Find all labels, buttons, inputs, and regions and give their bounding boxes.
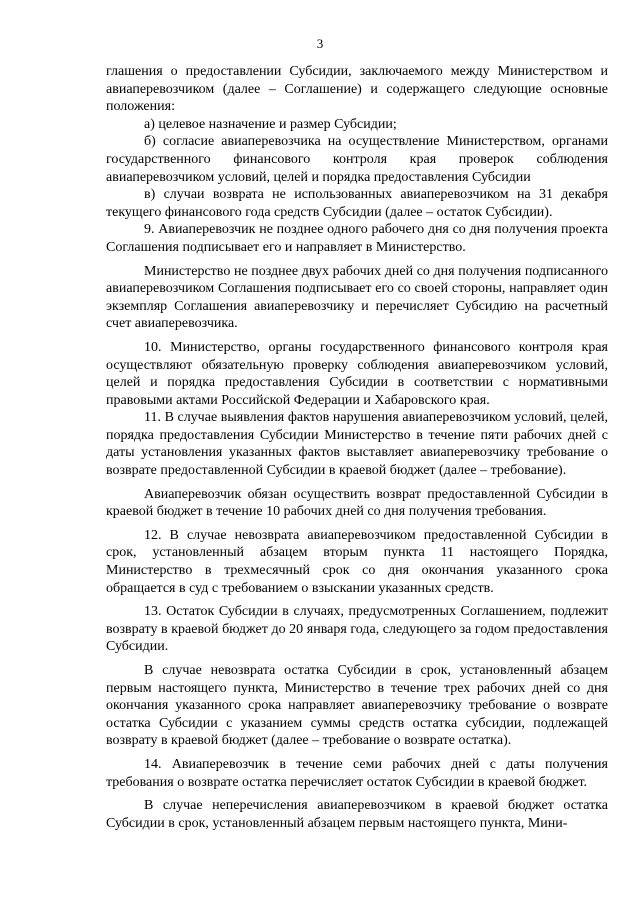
paragraph: 14. Авиаперевозчик в течение семи рабочих дней с даты получения требования о возврате остатка перечисляет остаток Субсидии в краевой бюджет.	[106, 756, 608, 790]
paragraph: в) случаи возврата не использованных авиаперевозчиком на 31 декабря текущего финансового года средств Субсидии (далее – остаток Субсидии).	[106, 187, 608, 220]
paragraph: б) согласие авиаперевозчика на осуществление Министерством, органами государственного финансового контроля края проверок соблюдения авиаперевозчиком условий, целей и порядка предоставления Субсидии	[106, 134, 608, 185]
document-body	[106, 63, 608, 832]
paragraph: В случае неперечисления авиаперевозчиком в краевой бюджет остатка Субсидии в срок, установленный абзацем первым настоящего пункта, Мини-	[106, 798, 608, 831]
paragraph: 12. В случае невозврата авиаперевозчиком предоставленной Субсидии в срок, установленный абзацем вторым пункта 11 настоящего Порядка, Министерство в трехмесячный срок со дня окончания указанного срока обращается в суд с требованием о взыскании указанных средств.	[106, 527, 608, 596]
paragraph: 10. Министерство, органы государственного финансового контроля края осуществляют обязательную проверку соблюдения авиаперевозчиком условий, целей и порядка предоставления Субсидии в соответствии с нормативными правовыми актами Российской Федерации и Хабаровского края.	[106, 339, 608, 408]
paragraph: глашения о предоставлении Субсидии, заключаемого между Министерством и авиаперевозчиком (далее – Соглашение) и содержащего следующие основные положения:	[106, 64, 608, 115]
paragraph: Авиаперевозчик обязан осуществить возврат предоставленной Субсидии в краевой бюджет в течение 10 рабочих дней со дня получения требования.	[106, 486, 608, 520]
paragraph: В случае невозврата остатка Субсидии в срок, установленный абзацем первым настоящего пункта, Министерство в течение трех рабочих дней со дня окончания указанного срока направляет авиаперевозчику требование о возврате остатка Субсидии с указанием суммы средств остатка субсидии, подлежащей возврату в краевой бюджет (далее – требование о возврате остатка).	[106, 663, 608, 749]
paragraph: 13. Остаток Субсидии в случаях, предусмотренных Соглашением, подлежит возврату в краевой бюджет до 20 января года, следующего за годом предоставления Субсидии.	[106, 604, 608, 655]
paragraph: 11. В случае выявления фактов нарушения авиаперевозчиком условий, целей, порядка предоставления Субсидии Министерство в течение пяти рабочих дней с даты установления указанных фактов выставляет авиаперевозчику требование о возврате предоставленной Субсидии в краевой бюджет (далее – требование).	[106, 410, 608, 479]
paragraph: Министерство не позднее двух рабочих дней со дня получения подписанного авиаперевозчиком Соглашения подписывает его со своей стороны, направляет один экземпляр Соглашения авиаперевозчику и перечисляет Субсидию на расчетный счет авиаперевозчика.	[106, 263, 608, 332]
paragraph: а) целевое назначение и размер Субсидии;	[144, 116, 397, 132]
page-number: 3	[316, 36, 324, 51]
paragraph: 9. Авиаперевозчик не позднее одного рабочего дня со дня получения проекта Соглашения подписывает его и направляет в Министерство.	[106, 222, 608, 255]
